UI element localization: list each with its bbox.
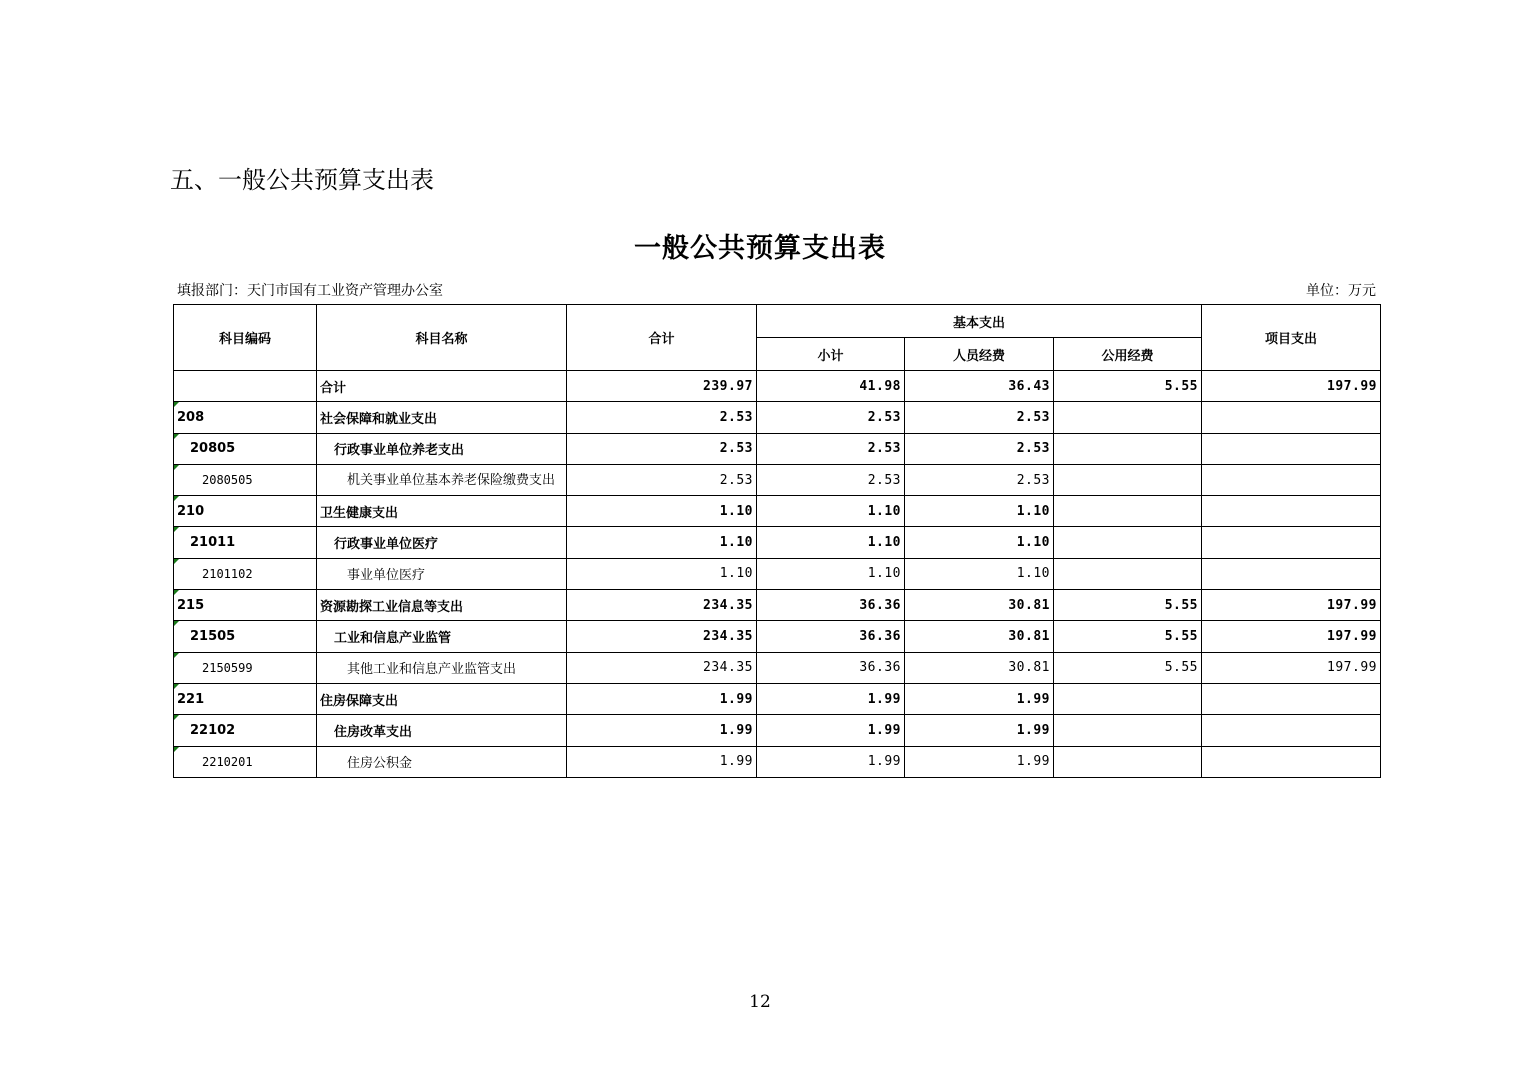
cell-personnel: 2.53 xyxy=(905,402,1054,433)
cell-subtotal: 2.53 xyxy=(757,402,905,433)
cell-subtotal: 41.98 xyxy=(757,371,905,402)
department-label: 填报部门：天门市国有工业资产管理办公室 xyxy=(177,283,443,299)
cell-subtotal: 1.10 xyxy=(757,496,905,527)
cell-total: 1.99 xyxy=(567,683,757,714)
cell-code xyxy=(174,371,317,402)
cell-project xyxy=(1202,496,1381,527)
cell-name: 卫生健康支出 xyxy=(317,496,567,527)
table-row xyxy=(174,683,1381,714)
table-row xyxy=(174,652,1381,683)
cell-name: 住房改革支出 xyxy=(317,715,567,746)
cell-subtotal: 2.53 xyxy=(757,433,905,464)
table-body xyxy=(174,371,1381,778)
table-row xyxy=(174,496,1381,527)
cell-public: 5.55 xyxy=(1054,371,1202,402)
header-basic: 基本支出 xyxy=(757,305,1202,338)
cell-project: 197.99 xyxy=(1202,652,1381,683)
table-row xyxy=(174,715,1381,746)
cell-personnel: 30.81 xyxy=(905,652,1054,683)
table-title: 一般公共预算支出表 xyxy=(634,233,886,264)
table-row xyxy=(174,590,1381,621)
cell-code: 2210201 xyxy=(174,746,317,777)
cell-personnel: 2.53 xyxy=(905,433,1054,464)
cell-public xyxy=(1054,464,1202,495)
cell-total: 234.35 xyxy=(567,590,757,621)
cell-code: 20805 xyxy=(174,433,317,464)
cell-personnel: 1.10 xyxy=(905,558,1054,589)
table-row xyxy=(174,558,1381,589)
cell-personnel: 1.99 xyxy=(905,715,1054,746)
cell-project xyxy=(1202,558,1381,589)
cell-subtotal: 36.36 xyxy=(757,621,905,652)
cell-code: 2080505 xyxy=(174,464,317,495)
cell-subtotal: 1.99 xyxy=(757,683,905,714)
cell-total: 2.53 xyxy=(567,402,757,433)
cell-public xyxy=(1054,433,1202,464)
cell-project xyxy=(1202,433,1381,464)
cell-personnel: 30.81 xyxy=(905,590,1054,621)
header-name: 科目名称 xyxy=(317,305,567,371)
cell-personnel: 30.81 xyxy=(905,621,1054,652)
cell-personnel: 1.10 xyxy=(905,496,1054,527)
cell-name: 行政事业单位医疗 xyxy=(317,527,567,558)
unit-label: 单位：万元 xyxy=(1306,283,1376,299)
table-row xyxy=(174,527,1381,558)
cell-code: 210 xyxy=(174,496,317,527)
cell-total: 234.35 xyxy=(567,652,757,683)
cell-project xyxy=(1202,746,1381,777)
table-row xyxy=(174,371,1381,402)
cell-project: 197.99 xyxy=(1202,621,1381,652)
cell-public xyxy=(1054,746,1202,777)
cell-total: 1.99 xyxy=(567,746,757,777)
cell-subtotal: 1.99 xyxy=(757,746,905,777)
cell-code: 215 xyxy=(174,590,317,621)
cell-public: 5.55 xyxy=(1054,652,1202,683)
cell-code: 22102 xyxy=(174,715,317,746)
cell-public xyxy=(1054,496,1202,527)
header-code: 科目编码 xyxy=(174,305,317,371)
section-heading: 五、一般公共预算支出表 xyxy=(170,166,434,194)
cell-name: 其他工业和信息产业监管支出 xyxy=(317,652,567,683)
table-row xyxy=(174,402,1381,433)
cell-public xyxy=(1054,527,1202,558)
cell-personnel: 1.99 xyxy=(905,683,1054,714)
cell-personnel: 1.10 xyxy=(905,527,1054,558)
cell-name: 住房公积金 xyxy=(317,746,567,777)
cell-subtotal: 36.36 xyxy=(757,590,905,621)
header-public: 公用经费 xyxy=(1054,338,1202,371)
header-project: 项目支出 xyxy=(1202,305,1381,371)
cell-personnel: 1.99 xyxy=(905,746,1054,777)
cell-project xyxy=(1202,464,1381,495)
cell-code: 21505 xyxy=(174,621,317,652)
cell-project xyxy=(1202,715,1381,746)
cell-public xyxy=(1054,715,1202,746)
cell-subtotal: 1.10 xyxy=(757,558,905,589)
cell-code: 208 xyxy=(174,402,317,433)
cell-total: 2.53 xyxy=(567,464,757,495)
cell-project xyxy=(1202,402,1381,433)
page-number: 12 xyxy=(749,992,771,1012)
cell-name: 住房保障支出 xyxy=(317,683,567,714)
cell-code: 2101102 xyxy=(174,558,317,589)
table-row xyxy=(174,621,1381,652)
table-row xyxy=(174,433,1381,464)
cell-public xyxy=(1054,402,1202,433)
table-row xyxy=(174,746,1381,777)
budget-table xyxy=(173,304,1381,778)
cell-total: 1.10 xyxy=(567,558,757,589)
cell-total: 234.35 xyxy=(567,621,757,652)
cell-name: 事业单位医疗 xyxy=(317,558,567,589)
cell-project: 197.99 xyxy=(1202,371,1381,402)
header-total: 合计 xyxy=(567,305,757,371)
header-personnel: 人员经费 xyxy=(905,338,1054,371)
cell-personnel: 2.53 xyxy=(905,464,1054,495)
cell-public: 5.55 xyxy=(1054,590,1202,621)
cell-name: 机关事业单位基本养老保险缴费支出 xyxy=(317,464,567,495)
cell-subtotal: 2.53 xyxy=(757,464,905,495)
cell-code: 2150599 xyxy=(174,652,317,683)
cell-name: 资源勘探工业信息等支出 xyxy=(317,590,567,621)
cell-subtotal: 1.99 xyxy=(757,715,905,746)
cell-total: 239.97 xyxy=(567,371,757,402)
cell-name: 工业和信息产业监管 xyxy=(317,621,567,652)
cell-code: 221 xyxy=(174,683,317,714)
cell-project: 197.99 xyxy=(1202,590,1381,621)
cell-total: 1.10 xyxy=(567,496,757,527)
cell-subtotal: 36.36 xyxy=(757,652,905,683)
cell-public xyxy=(1054,683,1202,714)
cell-name: 合计 xyxy=(317,371,567,402)
cell-public: 5.55 xyxy=(1054,621,1202,652)
cell-name: 社会保障和就业支出 xyxy=(317,402,567,433)
cell-public xyxy=(1054,558,1202,589)
cell-total: 1.99 xyxy=(567,715,757,746)
header-subtotal: 小计 xyxy=(757,338,905,371)
cell-personnel: 36.43 xyxy=(905,371,1054,402)
cell-subtotal: 1.10 xyxy=(757,527,905,558)
cell-code: 21011 xyxy=(174,527,317,558)
cell-total: 2.53 xyxy=(567,433,757,464)
cell-project xyxy=(1202,527,1381,558)
cell-project xyxy=(1202,683,1381,714)
cell-total: 1.10 xyxy=(567,527,757,558)
table-row xyxy=(174,464,1381,495)
cell-name: 行政事业单位养老支出 xyxy=(317,433,567,464)
